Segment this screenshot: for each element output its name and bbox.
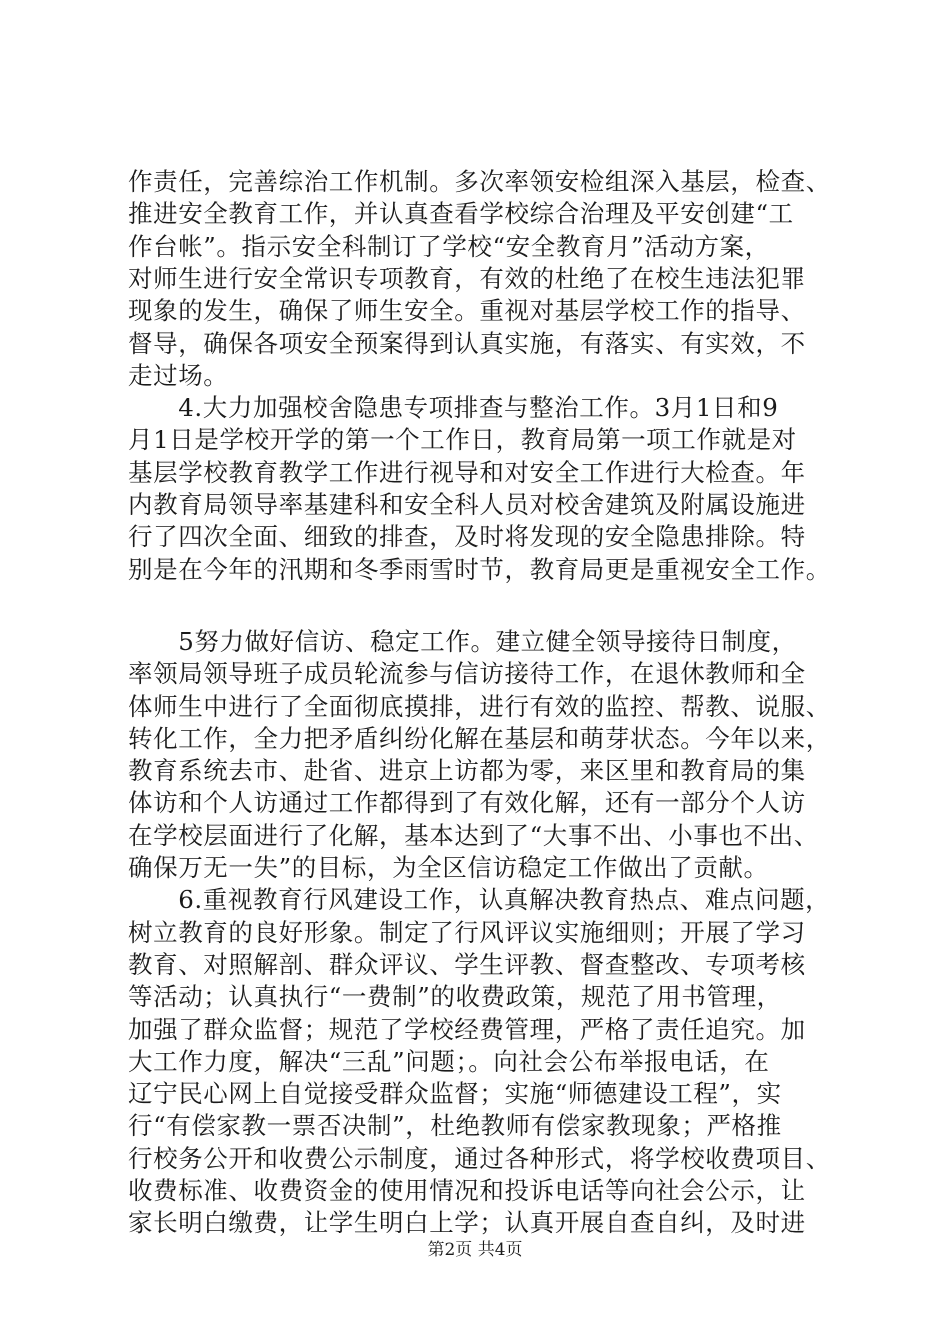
body-text-line: 确保万无一失”的目标，为全区信访稳定工作做出了贡献。 <box>128 853 769 882</box>
body-text-line: 体师生中进行了全面彻底摸排，进行有效的监控、帮教、说服、 <box>128 691 831 721</box>
paragraph-heading-line: 6.重视教育行风建设工作，认真解决教育热点、难点问题， <box>128 885 831 915</box>
body-text-line: 走过场。 <box>128 360 229 390</box>
body-text-line: 别是在今年的汛期和冬季雨雪时节，教育局更是重视安全工作。 <box>128 554 831 584</box>
body-text-line: 辽宁民心网上自觉接受群众监督；实施“师德建设工程”，实 <box>128 1079 782 1109</box>
body-text-line: 教育系统去市、赴省、进京上访都为零，来区里和教育局的集 <box>128 756 806 786</box>
body-text-line: 加强了群众监督；规范了学校经费管理，严格了责任追究。加 <box>128 1014 806 1044</box>
body-text-line: 行“有偿家教一票否决制”，杜绝教师有偿家教现象；严格推 <box>128 1111 782 1141</box>
body-text-line: 行了四次全面、细致的排查，及时将发现的安全隐患排除。特 <box>128 522 806 552</box>
body-text-line: 体访和个人访通过工作都得到了有效化解，还有一部分个人访 <box>128 788 806 818</box>
body-text-line: 督导，确保各项安全预案得到认真实施，有落实、有实效，不 <box>128 328 806 358</box>
body-text-line: 月1日是学校开学的第一个工作日，教育局第一项工作就是对 <box>128 425 797 455</box>
body-text-line: 教育、对照解剖、群众评议、学生评教、督查整改、专项考核 <box>128 949 806 979</box>
body-text-line: 行校务公开和收费公示制度，通过各种形式，将学校收费项目、 <box>128 1143 831 1173</box>
body-text-line: 在学校层面进行了化解，基本达到了“大事不出、小事也不出、 <box>128 820 819 850</box>
body-text-line: 大工作力度，解决“三乱”问题；。向社会公布举报电话，在 <box>128 1046 770 1076</box>
body-text-line: 率领局领导班子成员轮流参与信访接待工作，在退休教师和全 <box>128 659 806 689</box>
body-text-line: 基层学校教育教学工作进行视导和对安全工作进行大检查。年 <box>128 457 806 487</box>
body-text-line: 内教育局领导率基建科和安全科人员对校舍建筑及附属设施进 <box>128 490 806 519</box>
body-text-line: 转化工作，全力把矛盾纠纷化解在基层和萌芽状态。今年以来， <box>128 723 831 753</box>
body-text-line: 推进安全教育工作，并认真查看学校综合治理及平安创建“工 <box>128 199 794 229</box>
page-number-footer: 第2页 共4页 <box>427 1240 523 1260</box>
body-text-line: 等活动；认真执行“一费制”的收费政策，规范了用书管理， <box>128 982 782 1012</box>
paragraph-heading-line: 4.大力加强校舍隐患专项排查与整治工作。3月1日和9 <box>128 393 779 423</box>
body-text-line: 现象的发生，确保了师生安全。重视对基层学校工作的指导、 <box>128 296 806 326</box>
paragraph-heading-line: 5努力做好信访、稳定工作。建立健全领导接待日制度， <box>128 626 797 656</box>
body-text-line: 作台帐”。指示安全科制订了学校“安全教育月”活动方案， <box>128 231 770 261</box>
body-text-line: 对师生进行安全常识专项教育，有效的杜绝了在校生违法犯罪 <box>128 263 806 293</box>
body-text-line: 家长明白缴费，让学生明白上学；认真开展自查自纠，及时进 <box>128 1208 806 1238</box>
body-text-line: 作责任，完善综治工作机制。多次率领安检组深入基层，检查、 <box>128 167 831 196</box>
body-text-line: 树立教育的良好形象。制定了行风评议实施细则；开展了学习 <box>128 917 806 947</box>
body-text-line: 收费标准、收费资金的使用情况和投诉电话等向社会公示，让 <box>128 1176 806 1205</box>
